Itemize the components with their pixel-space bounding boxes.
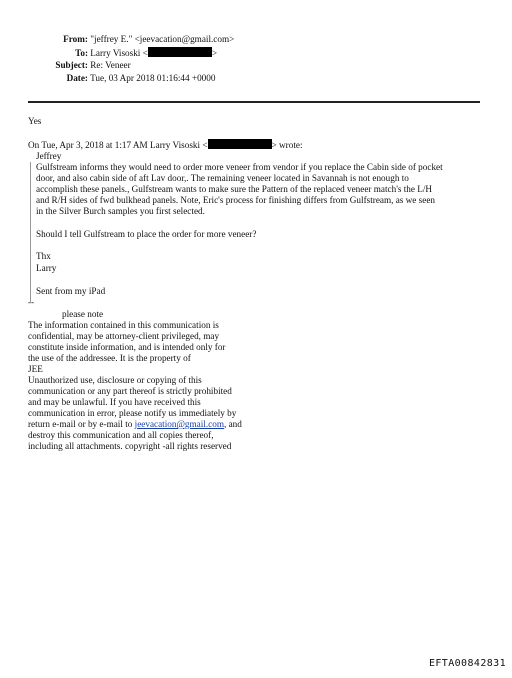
disclaimer-line: communication or any part thereof is strictly prohibited [28, 386, 232, 396]
header-divider [28, 101, 480, 103]
disclaimer-line: constitute inside information, and is intended only for [28, 342, 226, 352]
disclaimer-line: including all attachments. copyright -all rights reserved [28, 441, 232, 451]
from-value: "jeffrey E." <jeevacation@gmail.com> [90, 34, 235, 44]
quote-intro-end: > wrote: [271, 140, 303, 150]
to-row [0, 47, 217, 59]
disclaimer-line: JEE [28, 364, 43, 374]
email-line-suffix: , and [223, 419, 242, 429]
to-label: To: [75, 48, 88, 58]
disclaimer-line: confidential, may be attorney-client privileged, may [28, 331, 220, 341]
disclaimer-line: Unauthorized use, disclosure or copying of this [28, 375, 202, 385]
para-line: Gulfstream informs they would need to order more veneer from vendor if you replace the Cabin side of pocket [36, 162, 443, 172]
disclaimer-email-line [28, 419, 242, 430]
para-line: in the Silver Burch samples you first selected. [36, 206, 205, 216]
date-label: Date: [66, 73, 88, 83]
disclaimer-line: and may be unlawful. If you have received this [28, 397, 201, 407]
disclaimer-line: destroy this communication and all copies thereof, [28, 430, 214, 440]
to-tail: > [211, 48, 218, 58]
date-value: Tue, 03 Apr 2018 01:16:44 +0000 [90, 73, 216, 83]
quote-bar [30, 162, 31, 302]
date-row [0, 73, 215, 84]
para-line: door, and also cabin side of aft Lav door,. The remaining veneer located in Savannah is not enough to [36, 173, 409, 183]
para-line: and R/H sides of fwd bulkhead panels. Note, Eric's process for finishing differs from Gulfstream, as we seen [36, 195, 436, 205]
redaction-box [148, 47, 212, 57]
disclaimer-heading: please note [62, 309, 104, 319]
para-line: accomplish these panels., Gulfstream wants to make sure the Pattern of the replaced veneer match's the L/H [36, 184, 433, 194]
question: Should I tell Gulfstream to place the order for more veneer? [36, 229, 257, 239]
document-id: EFTA00842831 [428, 658, 506, 669]
subject-row [0, 60, 131, 71]
disclaimer-line: The information contained in this communication is [28, 320, 219, 330]
subject-label: Subject: [55, 60, 88, 70]
redaction-box [208, 139, 272, 149]
signature: Larry [36, 263, 57, 273]
reply-text: Yes [28, 116, 42, 126]
sent-from: Sent from my iPad [36, 286, 106, 296]
email-link[interactable]: jeevacation@gmail.com [134, 419, 224, 429]
disclaimer-line: communication in error, please notify us immediately by [28, 408, 237, 418]
quote-intro-start: On Tue, Apr 3, 2018 at 1:17 AM Larry Visoski < [28, 140, 208, 150]
quote-intro [28, 139, 303, 151]
signature-separator: -- [28, 297, 35, 307]
greeting: Jeffrey [36, 151, 62, 161]
from-row [0, 34, 234, 45]
email-line-prefix: return e-mail or by e-mail to [28, 419, 135, 429]
to-value: Larry Visoski < [90, 48, 148, 58]
thanks: Thx [36, 251, 51, 261]
subject-value: Re: Veneer [90, 60, 131, 70]
disclaimer-line: the use of the addressee. It is the property of [28, 353, 191, 363]
from-label: From: [63, 34, 88, 44]
